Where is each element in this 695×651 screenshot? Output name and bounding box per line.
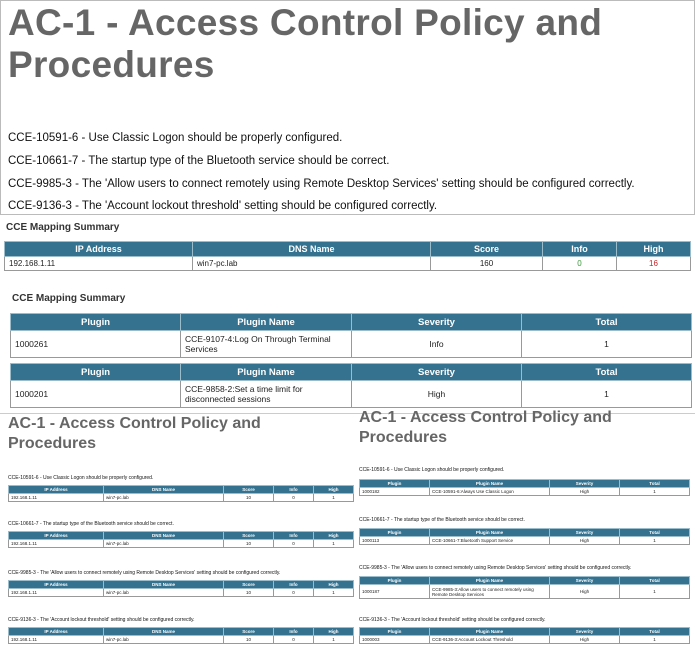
table-row xyxy=(5,257,691,271)
high-cell: 1 xyxy=(314,636,354,644)
column-header: Info xyxy=(274,532,314,540)
dns-name-cell: win7-pc.lab xyxy=(104,494,224,502)
section-title: CCE Mapping Summary xyxy=(6,222,120,233)
table-header-row xyxy=(9,628,354,636)
high-cell: 1 xyxy=(314,540,354,548)
cce-item: CCE-9985-3 - The 'Allow users to connect remotely using Remote Desktop Services' setting should be configured correctly. xyxy=(359,565,632,571)
info-cell: 0 xyxy=(274,589,314,597)
table-header-row xyxy=(360,628,690,636)
column-header: Info xyxy=(274,486,314,494)
column-header: IP Address xyxy=(5,242,193,257)
host-table xyxy=(8,627,354,644)
table-row xyxy=(11,331,692,358)
column-header: Severity xyxy=(550,529,620,537)
table-header-row xyxy=(360,577,690,585)
plugin-name-cell: CCE-10591-6:Always Use Classic Logon xyxy=(430,488,550,496)
table-row xyxy=(11,381,692,408)
column-header: Plugin Name xyxy=(430,628,550,636)
column-header: Score xyxy=(431,242,543,257)
page-title: AC-1 - Access Control Policy and Procedures xyxy=(8,2,603,85)
table-header-row xyxy=(5,242,691,257)
dns-name-cell: win7-pc.lab xyxy=(104,589,224,597)
dns-name-cell: win7-pc.lab xyxy=(104,636,224,644)
table-row xyxy=(9,494,354,502)
total-cell: 1 xyxy=(620,537,690,545)
total-cell: 1 xyxy=(522,381,692,408)
plugin-summary-table xyxy=(10,363,692,408)
plugin-table xyxy=(359,528,690,545)
plugin-name-cell: CCE-9858-2:Set a time limit for disconnected sessions xyxy=(181,381,352,408)
section-title: CCE Mapping Summary xyxy=(12,293,126,304)
table-header-row xyxy=(360,529,690,537)
info-cell: 0 xyxy=(274,636,314,644)
severity-cell: High xyxy=(550,537,620,545)
plugin-table xyxy=(359,479,690,496)
cce-item: CCE-9985-3 - The 'Allow users to connect remotely using Remote Desktop Services' setting should be configured correctly. xyxy=(8,178,635,190)
cce-item: CCE-10591-6 - Use Classic Logon should be properly configured. xyxy=(8,132,343,144)
column-header: Plugin Name xyxy=(181,314,352,331)
ip-address-cell: 192.168.1.11 xyxy=(9,540,104,548)
column-header: Severity xyxy=(352,364,522,381)
column-header: Total xyxy=(620,529,690,537)
cce-item: CCE-10591-6 - Use Classic Logon should be properly configured. xyxy=(8,475,154,481)
plugin-name-cell: CCE-9136-3:Account Lockout Threshold xyxy=(430,636,550,644)
column-header: IP Address xyxy=(9,486,104,494)
column-header: Severity xyxy=(550,577,620,585)
column-header: Plugin xyxy=(360,529,430,537)
cce-item: CCE-9985-3 - The 'Allow users to connect remotely using Remote Desktop Services' setting should be configured correctly. xyxy=(8,570,281,576)
column-header: High xyxy=(314,581,354,589)
column-header: Score xyxy=(224,628,274,636)
total-cell: 1 xyxy=(620,585,690,599)
column-header: Severity xyxy=(550,480,620,488)
plugin-id-cell: 1000182 xyxy=(360,488,430,496)
cce-item: CCE-10661-7 - The startup type of the Bluetooth service should be correct. xyxy=(8,155,390,167)
cce-item: CCE-10661-7 - The startup type of the Bluetooth service should be correct. xyxy=(359,517,525,523)
dns-name-cell: win7-pc.lab xyxy=(104,540,224,548)
column-header: Total xyxy=(620,480,690,488)
column-header: DNS Name xyxy=(193,242,431,257)
info-cell: 0 xyxy=(274,494,314,502)
table-header-row xyxy=(9,581,354,589)
high-cell: 1 xyxy=(314,494,354,502)
column-header: Score xyxy=(224,532,274,540)
column-header: Score xyxy=(224,581,274,589)
total-cell: 1 xyxy=(620,636,690,644)
column-header: High xyxy=(314,628,354,636)
column-header: Plugin xyxy=(360,577,430,585)
score-cell: 10 xyxy=(224,540,274,548)
severity-cell: Info xyxy=(352,331,522,358)
plugin-id-cell: 1000201 xyxy=(11,381,181,408)
plugin-name-cell: CCE-9107-4:Log On Through Terminal Services xyxy=(181,331,352,358)
cce-item: CCE-10591-6 - Use Classic Logon should be properly configured. xyxy=(359,467,505,473)
info-cell: 0 xyxy=(543,257,617,271)
column-header: DNS Name xyxy=(104,532,224,540)
ip-address-cell: 192.168.1.11 xyxy=(9,589,104,597)
host-summary-table xyxy=(4,241,691,271)
table-header-row xyxy=(9,486,354,494)
left-panel-title: AC-1 - Access Control Policy and Procedures xyxy=(8,415,261,452)
ip-address-cell: 192.168.1.11 xyxy=(9,494,104,502)
plugin-table xyxy=(359,576,690,599)
plugin-id-cell: 1000113 xyxy=(360,537,430,545)
cce-item: CCE-10661-7 - The startup type of the Bluetooth service should be correct. xyxy=(8,521,174,527)
score-cell: 10 xyxy=(224,636,274,644)
column-header: High xyxy=(617,242,691,257)
severity-cell: High xyxy=(352,381,522,408)
table-row xyxy=(9,540,354,548)
column-header: Info xyxy=(274,581,314,589)
column-header: Plugin Name xyxy=(430,577,550,585)
table-header-row xyxy=(11,314,692,331)
column-header: IP Address xyxy=(9,628,104,636)
column-header: Total xyxy=(620,577,690,585)
column-header: Score xyxy=(224,486,274,494)
table-row xyxy=(9,589,354,597)
column-header: Total xyxy=(522,364,692,381)
host-table xyxy=(8,580,354,597)
table-row xyxy=(360,537,690,545)
plugin-id-cell: 1000261 xyxy=(11,331,181,358)
table-row xyxy=(360,488,690,496)
column-header: High xyxy=(314,486,354,494)
column-header: Info xyxy=(543,242,617,257)
total-cell: 1 xyxy=(620,488,690,496)
table-row xyxy=(9,636,354,644)
info-cell: 0 xyxy=(274,540,314,548)
ip-address-cell: 192.168.1.11 xyxy=(9,636,104,644)
column-header: IP Address xyxy=(9,581,104,589)
column-header: Plugin xyxy=(360,480,430,488)
score-cell: 160 xyxy=(431,257,543,271)
severity-cell: High xyxy=(550,636,620,644)
total-cell: 1 xyxy=(522,331,692,358)
plugin-name-cell: CCE-9985-3:Allow users to connect remotely using Remote Desktop Services xyxy=(430,585,550,599)
right-panel-title: AC-1 - Access Control Policy and Procedures xyxy=(359,409,612,446)
column-header: Severity xyxy=(550,628,620,636)
high-cell: 1 xyxy=(314,589,354,597)
column-header: Plugin Name xyxy=(430,480,550,488)
table-row xyxy=(360,585,690,599)
score-cell: 10 xyxy=(224,589,274,597)
plugin-table xyxy=(359,627,690,644)
score-cell: 10 xyxy=(224,494,274,502)
host-table xyxy=(8,531,354,548)
column-header: IP Address xyxy=(9,532,104,540)
table-header-row xyxy=(11,364,692,381)
host-table xyxy=(8,485,354,502)
severity-cell: High xyxy=(550,488,620,496)
column-header: High xyxy=(314,532,354,540)
column-header: Plugin Name xyxy=(181,364,352,381)
column-header: Info xyxy=(274,628,314,636)
cce-item: CCE-9136-3 - The 'Account lockout threshold' setting should be configured correctly. xyxy=(8,617,195,623)
severity-cell: High xyxy=(550,585,620,599)
column-header: Plugin xyxy=(11,364,181,381)
column-header: DNS Name xyxy=(104,628,224,636)
plugin-id-cell: 1000003 xyxy=(360,636,430,644)
column-header: Plugin xyxy=(360,628,430,636)
plugin-summary-table xyxy=(10,313,692,358)
column-header: Plugin xyxy=(11,314,181,331)
column-header: Plugin Name xyxy=(430,529,550,537)
table-header-row xyxy=(9,532,354,540)
cce-item: CCE-9136-3 - The 'Account lockout threshold' setting should be configured correctly. xyxy=(8,200,438,212)
column-header: Total xyxy=(522,314,692,331)
dns-name-cell: win7-pc.lab xyxy=(193,257,431,271)
cce-item: CCE-9136-3 - The 'Account lockout threshold' setting should be configured correctly. xyxy=(359,617,546,623)
ip-address-cell: 192.168.1.11 xyxy=(5,257,193,271)
plugin-name-cell: CCE-10661-7:Bluetooth Support Service xyxy=(430,537,550,545)
table-header-row xyxy=(360,480,690,488)
column-header: DNS Name xyxy=(104,486,224,494)
plugin-id-cell: 1000187 xyxy=(360,585,430,599)
high-cell: 16 xyxy=(617,257,691,271)
column-header: DNS Name xyxy=(104,581,224,589)
table-row xyxy=(360,636,690,644)
column-header: Severity xyxy=(352,314,522,331)
column-header: Total xyxy=(620,628,690,636)
